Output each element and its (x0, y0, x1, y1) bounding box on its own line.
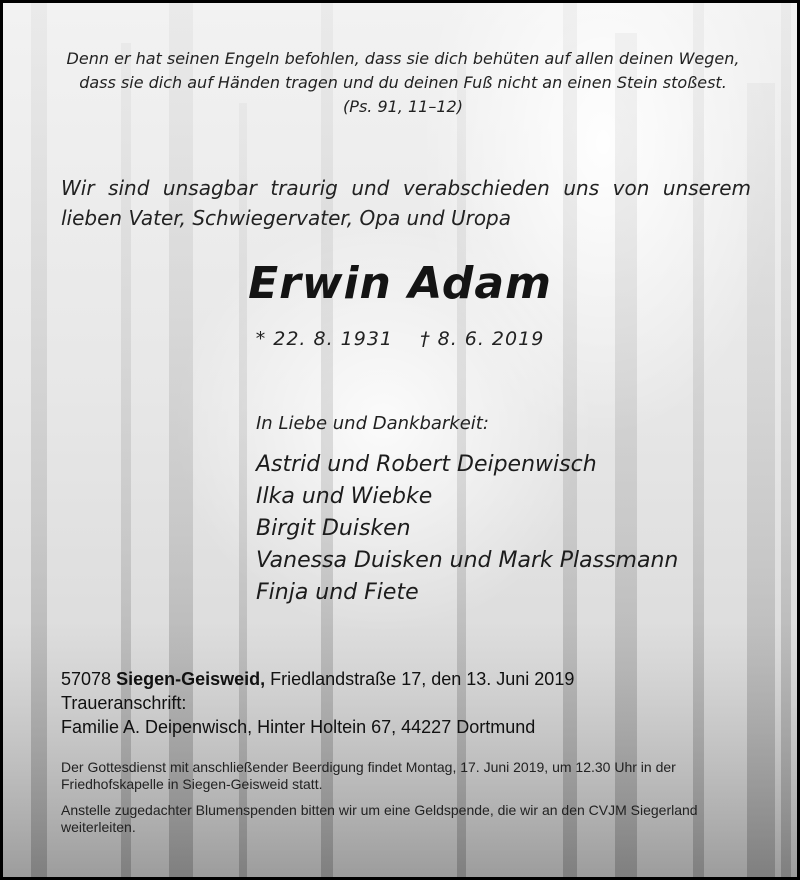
mourner-name: Ilka und Wiebke (256, 484, 433, 509)
address-block (61, 667, 574, 739)
street-date: Friedlandstraße 17, den 13. Juni 2019 (270, 669, 575, 689)
postcode: 57078 (61, 669, 112, 689)
mourners-list (256, 449, 678, 609)
birth-date: * 22. 8. 1931 (255, 328, 394, 350)
verse-reference: (Ps. 91, 11–12) (343, 97, 463, 116)
mourning-address-label: Traueranschrift: (61, 693, 187, 713)
verse-text: Denn er hat seinen Engeln befohlen, dass sie dich behüten auf allen deinen Wegen, dass sie dich auf Händen tragen und du deinen Fuß nicht an einen Stein stoßest. (66, 49, 740, 92)
deceased-name: Erwin Adam (248, 258, 552, 309)
funeral-notes (61, 759, 751, 845)
place-date-line (61, 667, 574, 691)
bible-verse (63, 47, 743, 119)
mourner-name: Finja und Fiete (256, 580, 419, 605)
death-date: † 8. 6. 2019 (420, 328, 545, 350)
intro-text: Wir sind unsagbar traurig und verabschieden uns von unserem lieben Vater, Schwiegervater, Opa und Uropa (61, 176, 751, 230)
thanks-heading: In Liebe und Dankbarkeit: (256, 413, 489, 434)
obituary-content (3, 3, 797, 877)
service-note: Der Gottesdienst mit anschließender Beerdigung findet Montag, 17. Juni 2019, um 12.30 Uhr in der Friedhofskapelle in Siegen-Geisweid statt. (61, 759, 676, 792)
mourning-address: Familie A. Deipenwisch, Hinter Holtein 67, 44227 Dortmund (61, 717, 536, 737)
mourner-name: Vanessa Duisken und Mark Plassmann (256, 548, 679, 573)
mourner-name: Astrid und Robert Deipenwisch (256, 452, 597, 477)
life-dates (3, 328, 797, 350)
donation-note: Anstelle zugedachter Blumenspenden bitten wir um eine Geldspende, die wir an den CVJM Siegerland weiterleiten. (61, 802, 698, 835)
city: Siegen-Geisweid, (116, 669, 266, 689)
mourner-name: Birgit Duisken (256, 516, 411, 541)
